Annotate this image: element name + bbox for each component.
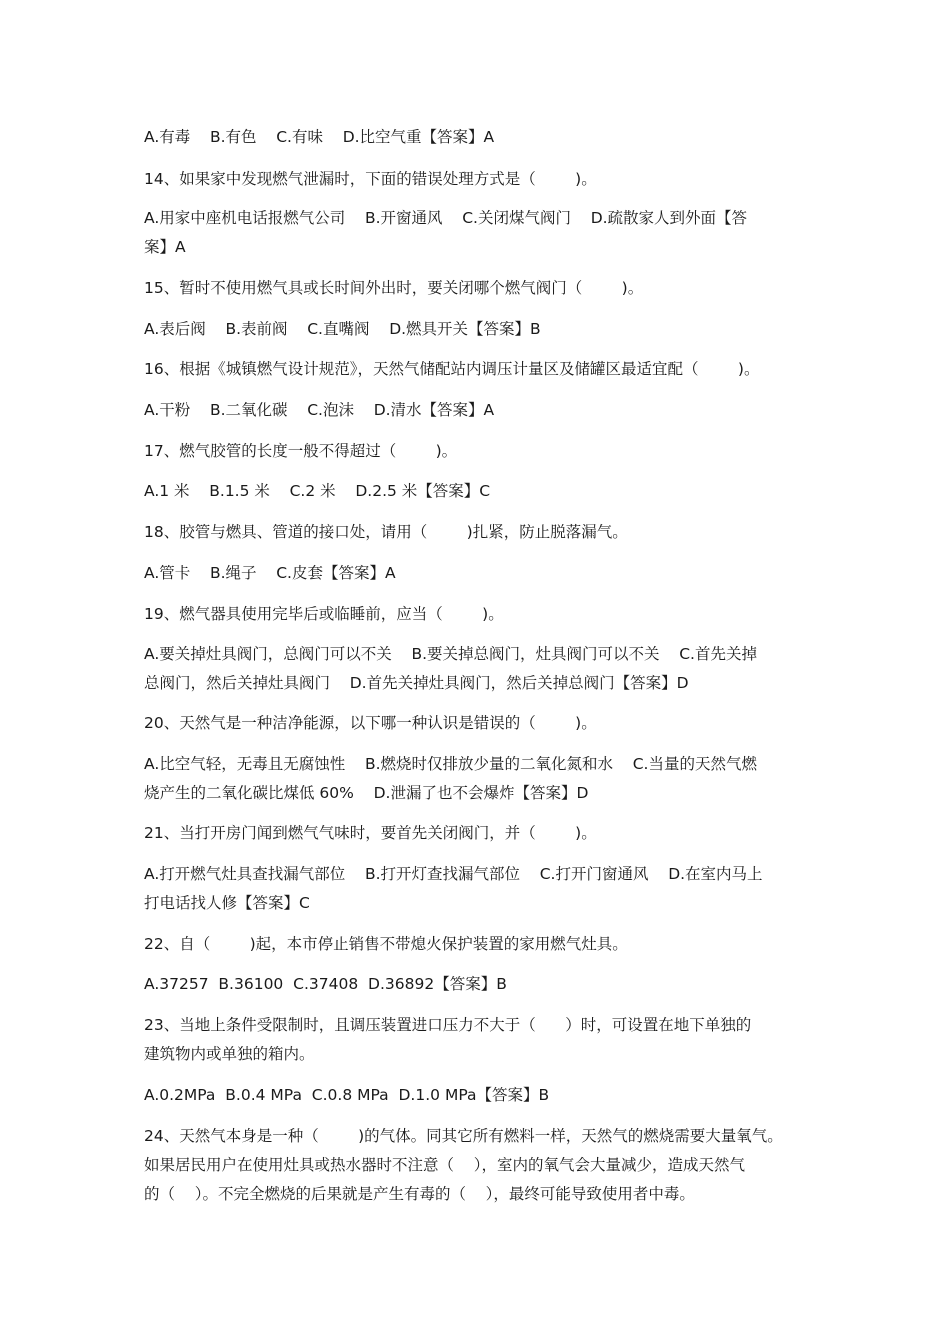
text-line: 18、胶管与燃具、管道的接口处，请用（ )扎紧，防止脱落漏气。 — [144, 523, 628, 541]
text-line: 21、当打开房门闻到燃气气味时，要首先关闭阀门，并（ )。 — [144, 824, 597, 842]
text-line: 23、当地上条件受限制时，且调压装置进口压力不大于（ ）时，可设置在地下单独的 — [144, 1016, 752, 1034]
text-line: A.1 米 B.1.5 米 C.2 米 D.2.5 米【答案】C — [144, 482, 491, 500]
text-line: A.要关掉灶具阀门，总阀门可以不关 B.要关掉总阀门，灶具阀门可以不关 C.首先关掉 — [144, 645, 757, 663]
text-line: 建筑物内或单独的箱内。 — [144, 1045, 315, 1063]
text-line: 19、燃气器具使用完毕后或临睡前，应当（ )。 — [144, 605, 504, 623]
text-line: 总阀门，然后关掉灶具阀门 D.首先关掉灶具阀门，然后关掉总阀门【答案】D — [144, 674, 689, 692]
text-line: A.0.2MPa B.0.4 MPa C.0.8 MPa D.1.0 MPa【答案】B — [144, 1086, 550, 1104]
text-line: 烧产生的二氧化碳比煤低 60% D.泄漏了也不会爆炸【答案】D — [144, 784, 589, 802]
text-line: A.干粉 B.二氧化碳 C.泡沫 D.清水【答案】A — [144, 401, 495, 419]
text-line: 15、暂时不使用燃气具或长时间外出时，要关闭哪个燃气阀门（ )。 — [144, 279, 644, 297]
text-line: A.用家中座机电话报燃气公司 B.开窗通风 C.关闭煤气阀门 D.疏散家人到外面【答 — [144, 209, 748, 227]
text-line: 案】A — [144, 238, 186, 256]
text-line: 的（ ）。不完全燃烧的后果就是产生有毒的（ ），最终可能导致使用者中毒。 — [144, 1185, 695, 1203]
text-line: A.有毒 B.有色 C.有味 D.比空气重【答案】A — [144, 128, 495, 146]
text-line: 20、天然气是一种洁净能源，以下哪一种认识是错误的（ )。 — [144, 714, 597, 732]
text-line: 打电话找人修【答案】C — [144, 894, 310, 912]
text-line: A.管卡 B.绳子 C.皮套【答案】A — [144, 564, 396, 582]
text-line: A.37257 B.36100 C.37408 D.36892【答案】B — [144, 975, 507, 993]
text-line: 14、如果家中发现燃气泄漏时，下面的错误处理方式是（ )。 — [144, 170, 597, 188]
text-line: 16、根据《城镇燃气设计规范》，天然气储配站内调压计量区及储罐区最适宜配（ )。 — [144, 360, 760, 378]
text-line: 17、燃气胶管的长度一般不得超过（ )。 — [144, 442, 458, 460]
text-line: 24、天然气本身是一种（ )的气体。同其它所有燃料一样，天然气的燃烧需要大量氧气。 — [144, 1127, 783, 1145]
text-line: A.打开燃气灶具查找漏气部位 B.打开灯查找漏气部位 C.打开门窗通风 D.在室内马上 — [144, 865, 763, 883]
text-line: A.表后阀 B.表前阀 C.直嘴阀 D.燃具开关【答案】B — [144, 320, 541, 338]
text-line: A.比空气轻，无毒且无腐蚀性 B.燃烧时仅排放少量的二氧化氮和水 C.当量的天然气燃 — [144, 755, 757, 773]
text-line: 如果居民用户在使用灶具或热水器时不注意（ ），室内的氧气会大量减少，造成天然气 — [144, 1156, 745, 1174]
text-line: 22、自（ )起，本市停止销售不带熄火保护装置的家用燃气灶具。 — [144, 935, 628, 953]
